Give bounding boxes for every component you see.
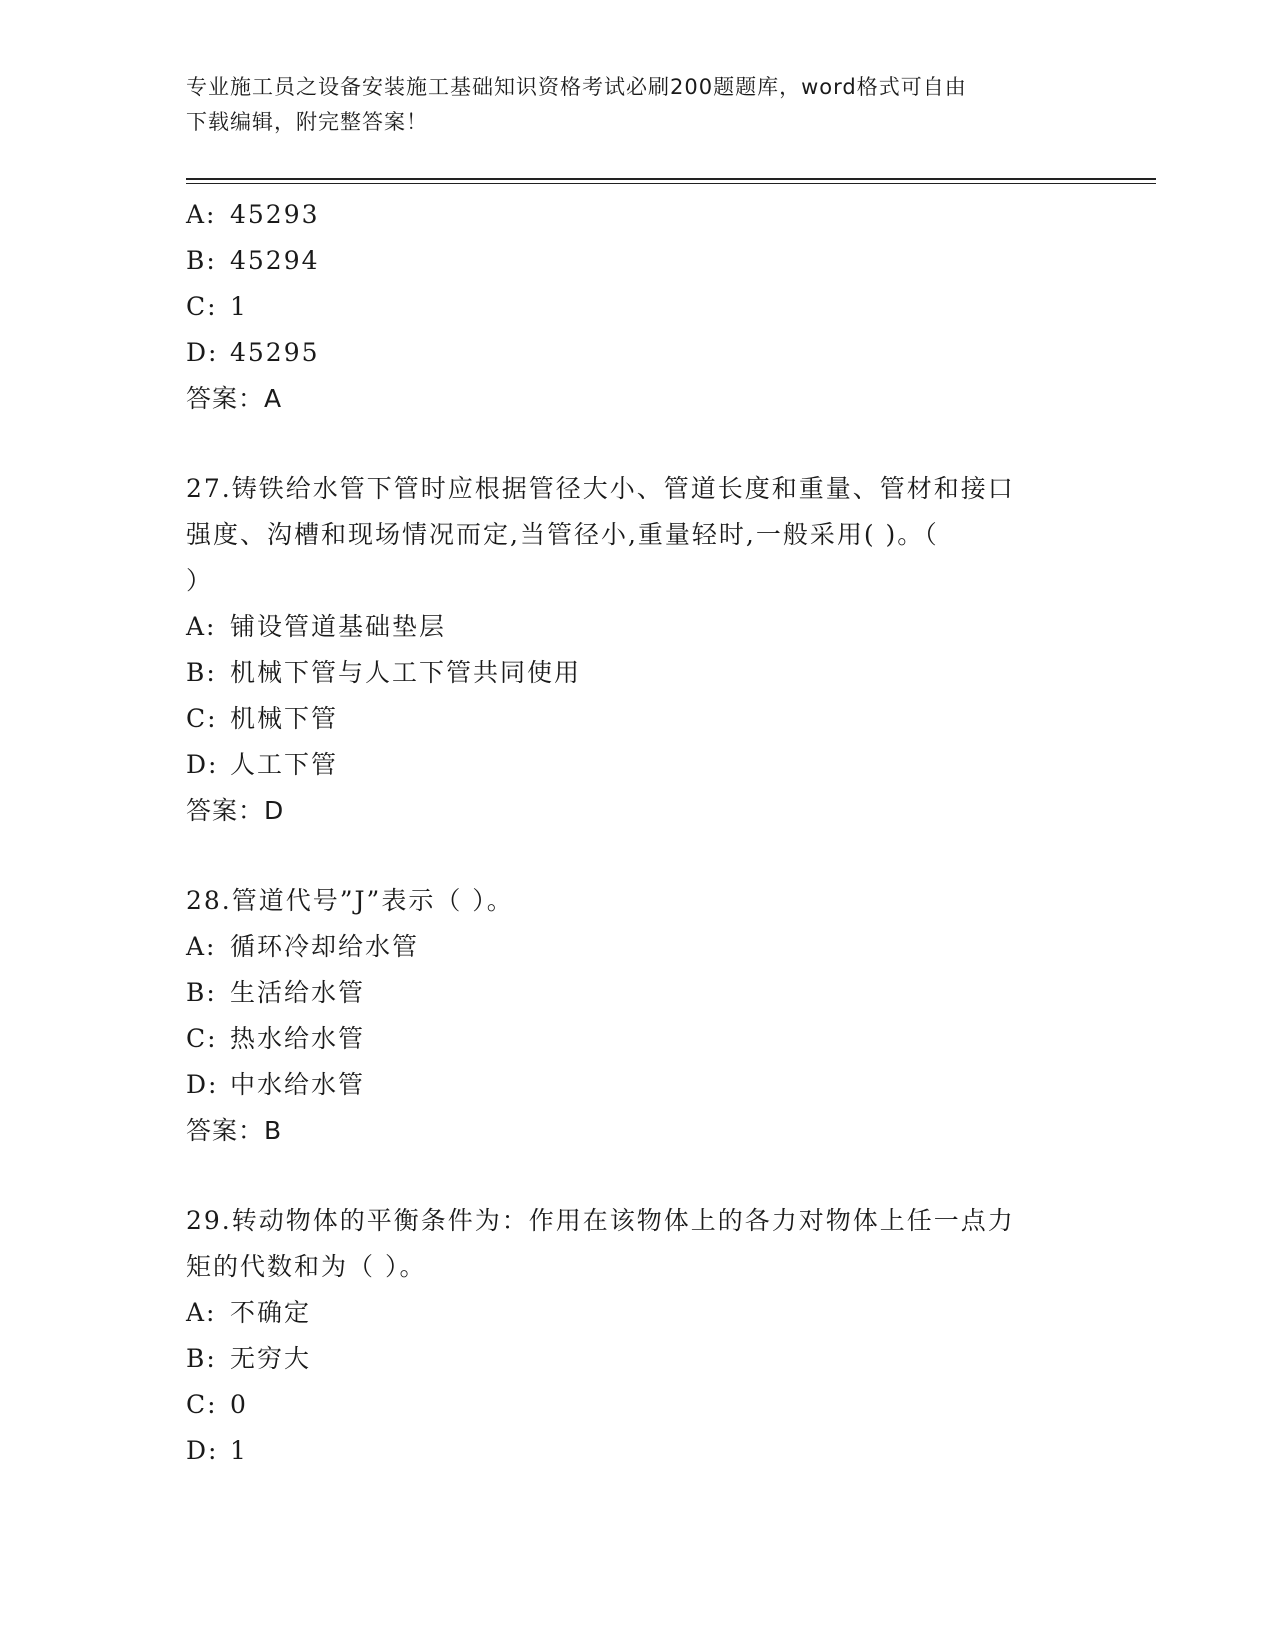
option-text: 人工下管 (230, 750, 339, 779)
option-d (186, 1428, 1086, 1474)
option-c (186, 1016, 1086, 1062)
answer-line: 答案：B (186, 1116, 283, 1145)
option-label: A: (186, 932, 217, 961)
question-stem (186, 1198, 1086, 1290)
answer-line: 答案：D (186, 796, 285, 825)
option-text: 1 (230, 1436, 248, 1465)
header-line-1: 专业施工员之设备安装施工基础知识资格考试必刷200题题库，word格式可自由 (186, 75, 967, 99)
header-rule-thick (186, 178, 1156, 180)
stem-line: 28.管道代号”J”表示（ ）。 (186, 886, 514, 915)
option-c (186, 696, 1086, 742)
option-c (186, 1382, 1086, 1428)
option-b (186, 238, 1086, 284)
stem-line: ） (186, 566, 214, 595)
option-label: B: (186, 246, 217, 275)
question-list (186, 192, 1086, 1474)
stem-line: 27.铸铁给水管下管时应根据管径大小、管道长度和重量、管材和接口 (186, 474, 1015, 503)
option-d (186, 330, 1086, 376)
stem-line: 强度、沟槽和现场情况而定,当管径小,重量轻时,一般采用( )。（ (186, 520, 939, 549)
option-d (186, 1062, 1086, 1108)
option-b (186, 1336, 1086, 1382)
option-text: 1 (230, 292, 248, 321)
option-text: 45293 (230, 200, 320, 229)
option-text: 铺设管道基础垫层 (230, 612, 447, 641)
option-a (186, 1290, 1086, 1336)
document-header (186, 70, 1076, 140)
option-c (186, 284, 1086, 330)
question-spacer (186, 834, 1086, 878)
question-28 (186, 878, 1086, 1154)
option-b (186, 970, 1086, 1016)
option-text: 45294 (230, 246, 320, 275)
header-rule-thin (186, 183, 1156, 184)
option-text: 机械下管 (230, 704, 339, 733)
option-text: 生活给水管 (230, 978, 366, 1007)
question-spacer (186, 422, 1086, 466)
option-text: 中水给水管 (230, 1070, 366, 1099)
question-spacer (186, 1154, 1086, 1198)
option-text: 机械下管与人工下管共同使用 (230, 658, 582, 687)
option-text: 无穷大 (230, 1344, 312, 1373)
option-label: C: (186, 292, 218, 321)
option-label: B: (186, 1344, 217, 1373)
answer-line: 答案：A (186, 384, 283, 413)
question-29 (186, 1198, 1086, 1474)
option-text: 不确定 (230, 1298, 312, 1327)
stem-line: 矩的代数和为（ ）。 (186, 1252, 427, 1281)
option-label: C: (186, 1390, 218, 1419)
option-label: C: (186, 704, 218, 733)
option-label: D: (186, 750, 219, 779)
option-label: D: (186, 1070, 219, 1099)
option-text: 45295 (230, 338, 320, 367)
option-label: D: (186, 1436, 219, 1465)
stem-line: 29.转动物体的平衡条件为：作用在该物体上的各力对物体上任一点力 (186, 1206, 1015, 1235)
option-label: D: (186, 338, 219, 367)
question-stem (186, 466, 1086, 604)
option-b (186, 650, 1086, 696)
option-text: 循环冷却给水管 (230, 932, 420, 961)
question-26 (186, 192, 1086, 422)
option-label: B: (186, 978, 217, 1007)
option-label: C: (186, 1024, 218, 1053)
option-text: 热水给水管 (230, 1024, 366, 1053)
option-label: A: (186, 200, 217, 229)
option-a (186, 604, 1086, 650)
question-27 (186, 466, 1086, 834)
option-a (186, 192, 1086, 238)
option-label: A: (186, 1298, 217, 1327)
option-text: 0 (230, 1390, 248, 1419)
option-a (186, 924, 1086, 970)
option-d (186, 742, 1086, 788)
option-label: A: (186, 612, 217, 641)
option-label: B: (186, 658, 217, 687)
header-line-2: 下载编辑，附完整答案！ (186, 110, 428, 134)
question-stem (186, 878, 1086, 924)
